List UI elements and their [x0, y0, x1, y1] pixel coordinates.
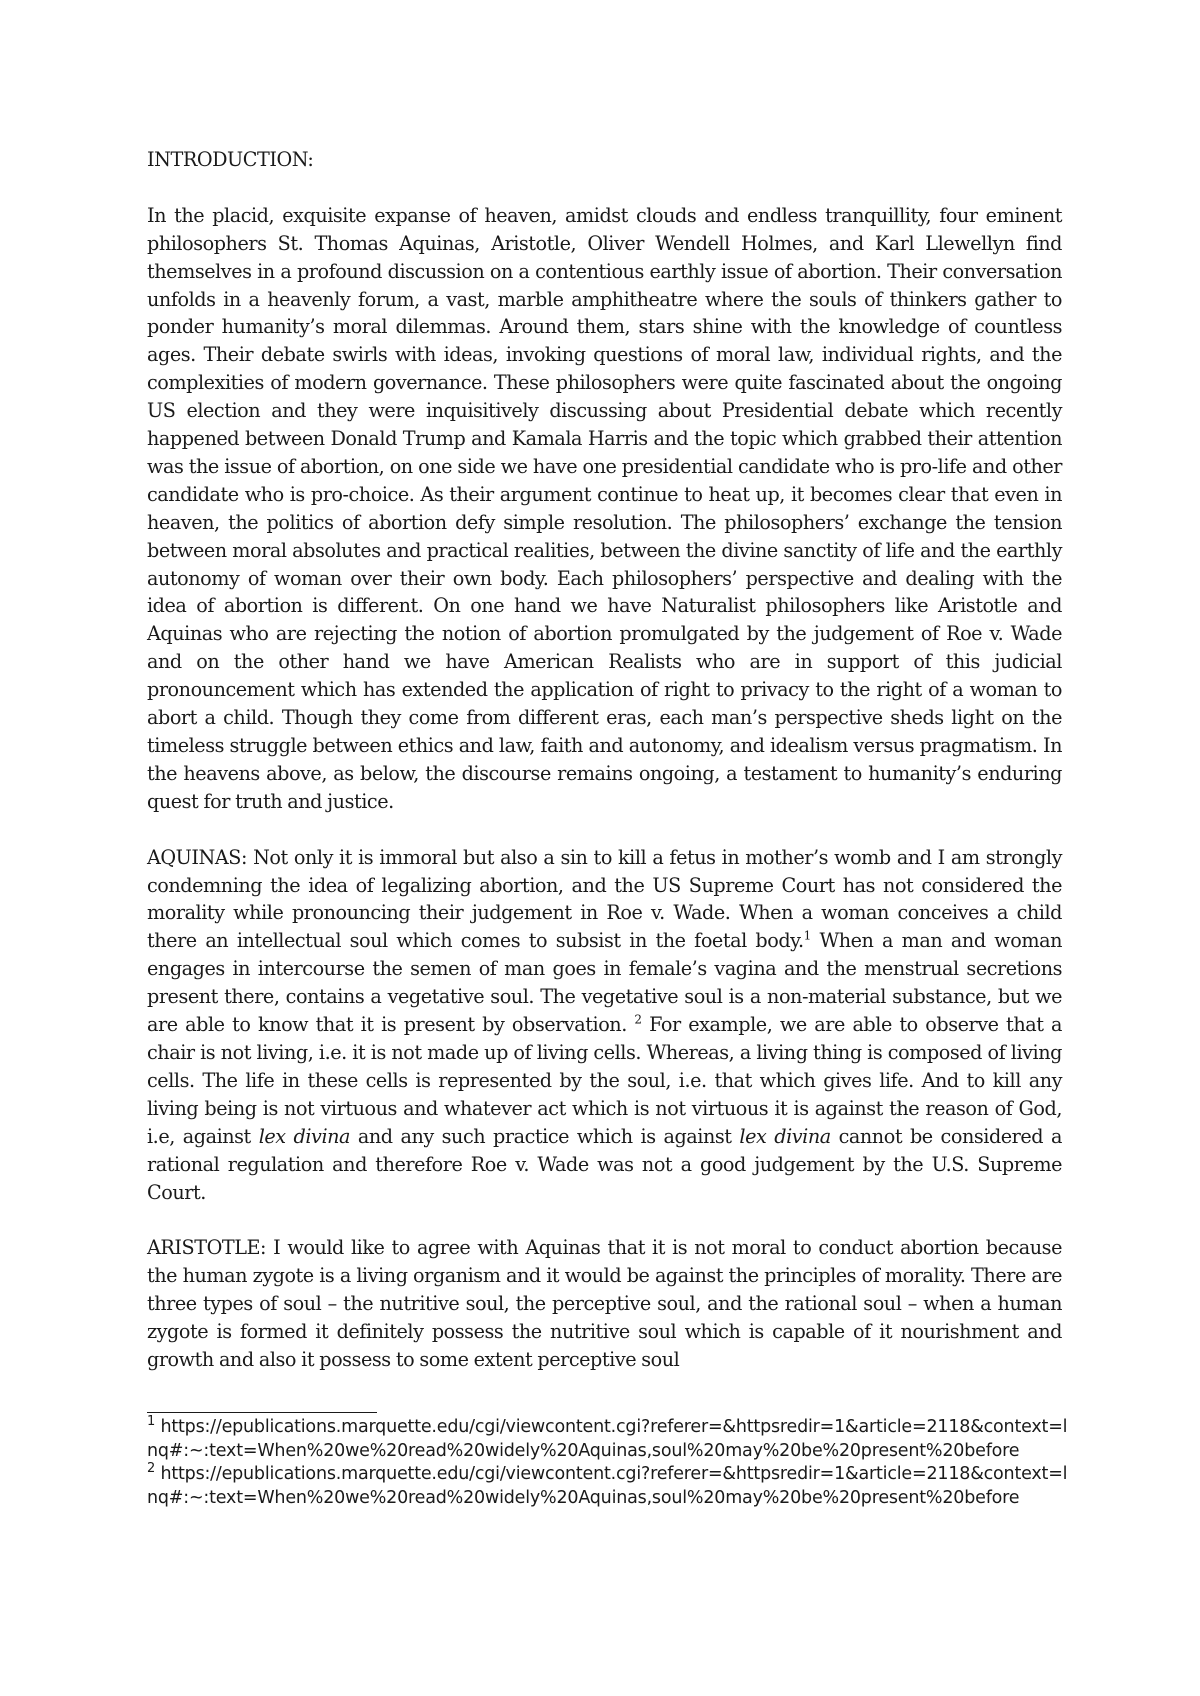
aristotle-text: I would like to agree with Aquinas that it is not moral to conduct abortion because the human zygote is a living organism and it would be against the principles of morality. There are three types of soul – the nutritive soul, the perceptive soul, and the rational soul – when a human zygote is formed it definitely possess the nutritive soul which is capable of it nourishment and growth and also it possess to some extent perceptive soul — [147, 1236, 1062, 1371]
footnote-link-2[interactable]: https://epublications.marquette.edu/cgi/viewcontent.cgi?referer=&httpsredir=1&article=2118&context=lnq#:~:text=When%20we%20read%20widely%20Aquinas,soul%20may%20be%20present%20before — [147, 1464, 1068, 1508]
aquinas-text-part2: When a man and woman engages in intercourse the semen of man goes in female’s vagina and the menstrual secretions present there, contains a vegetative soul. The vegetative soul is a non-material substance, but we are able to know that it is present by observation. — [147, 929, 1062, 1037]
aristotle-paragraph — [147, 1234, 1062, 1374]
intro-paragraph: In the placid, exquisite expanse of heaven, amidst clouds and endless tranquillity, four eminent philosophers St. Thomas Aquinas, Aristotle, Oliver Wendell Holmes, and Karl Llewellyn find themselves in a profound discussion on a contentious earthly issue of abortion. Their conversation unfolds in a heavenly forum, a vast, marble amphitheatre where the souls of thinkers gather to ponder humanity’s moral dilemmas. Around them, stars shine with the knowledge of countless ages. Their debate swirls with ideas, invoking questions of moral law, individual rights, and the complexities of modern governance. These philosophers were quite fascinated about the ongoing US election and they were inquisitively discussing about Presidential debate which recently happened between Donald Trump and Kamala Harris and the topic which grabbed their attention was the issue of abortion, on one side we have one presidential candidate who is pro-life and other candidate who is pro-choice. As their argument continue to heat up, it becomes clear that even in heaven, the politics of abortion defy simple resolution. The philosophers’ exchange the tension between moral absolutes and practical realities, between the divine sanctity of life and the earthly autonomy of woman over their own body. Each philosophers’ perspective and dealing with the idea of abortion is different. On one hand we have Naturalist philosophers like Aristotle and Aquinas who are rejecting the notion of abortion promulgated by the judgement of Roe v. Wade and on the other hand we have American Realists who are in support of this judicial pronouncement which has extended the application of right to privacy to the right of a woman to abort a child. Though they come from different eras, each man’s perspective sheds light on the timeless struggle between ethics and law, faith and autonomy, and idealism versus pragmatism. In the heavens above, as below, the discourse remains ongoing, a testament to humanity’s enduring quest for truth and justice. — [147, 203, 1062, 813]
italic-lex-divina-2: lex divina — [739, 1124, 831, 1148]
footnote-link-1[interactable]: https://epublications.marquette.edu/cgi/viewcontent.cgi?referer=&httpsredir=1&article=2118&context=lnq#:~:text=When%20we%20read%20widely%20Aquinas,soul%20may%20be%20present%20before — [147, 1417, 1068, 1461]
footnote-ref-2[interactable]: 2 — [634, 1012, 642, 1027]
document-body — [147, 146, 1062, 1374]
italic-lex-divina-1: lex divina — [258, 1124, 351, 1148]
aquinas-text-part4: and any such practice which is against — [350, 1124, 740, 1148]
footnote-ref-1[interactable]: 1 — [803, 928, 811, 943]
footnote-marker-1: 1 — [147, 1414, 156, 1430]
aquinas-text-part5: cannot be considered a rational regulation and therefore Roe v. Wade was not a good judgement by the U.S. Supreme Court. — [147, 1124, 1063, 1204]
aquinas-text-part1: Not only it is immoral but also a sin to kill a fetus in mother’s womb and I am strongly condemning the idea of legalizing abortion, and the US Supreme Court has not considered the morality while pronouncing their judgement in Roe v. Wade. When a woman conceives a child there an intellectual soul which comes to subsist in the foetal body. — [147, 845, 1062, 953]
footnote-2 — [147, 1463, 1077, 1510]
footnotes-section — [147, 1412, 1077, 1510]
speaker-label-aristotle: ARISTOTLE: — [147, 1236, 267, 1260]
footnote-marker-2: 2 — [147, 1461, 156, 1477]
section-heading: INTRODUCTION: — [147, 148, 314, 171]
speaker-label-aquinas: AQUINAS: — [147, 845, 247, 869]
footnote-separator — [147, 1412, 377, 1413]
aquinas-paragraph — [147, 844, 1062, 1207]
footnote-1 — [147, 1416, 1077, 1463]
aquinas-text-part3: For example, we are able to observe that a chair is not living, i.e. it is not made up of living cells. Whereas, a living thing is composed of living cells. The life in these cells is represented by the soul, i.e. that which gives life. And to kill any living being is not virtuous and whatever act which is not virtuous it is against the reason of God, i.e, against — [147, 1013, 1062, 1148]
